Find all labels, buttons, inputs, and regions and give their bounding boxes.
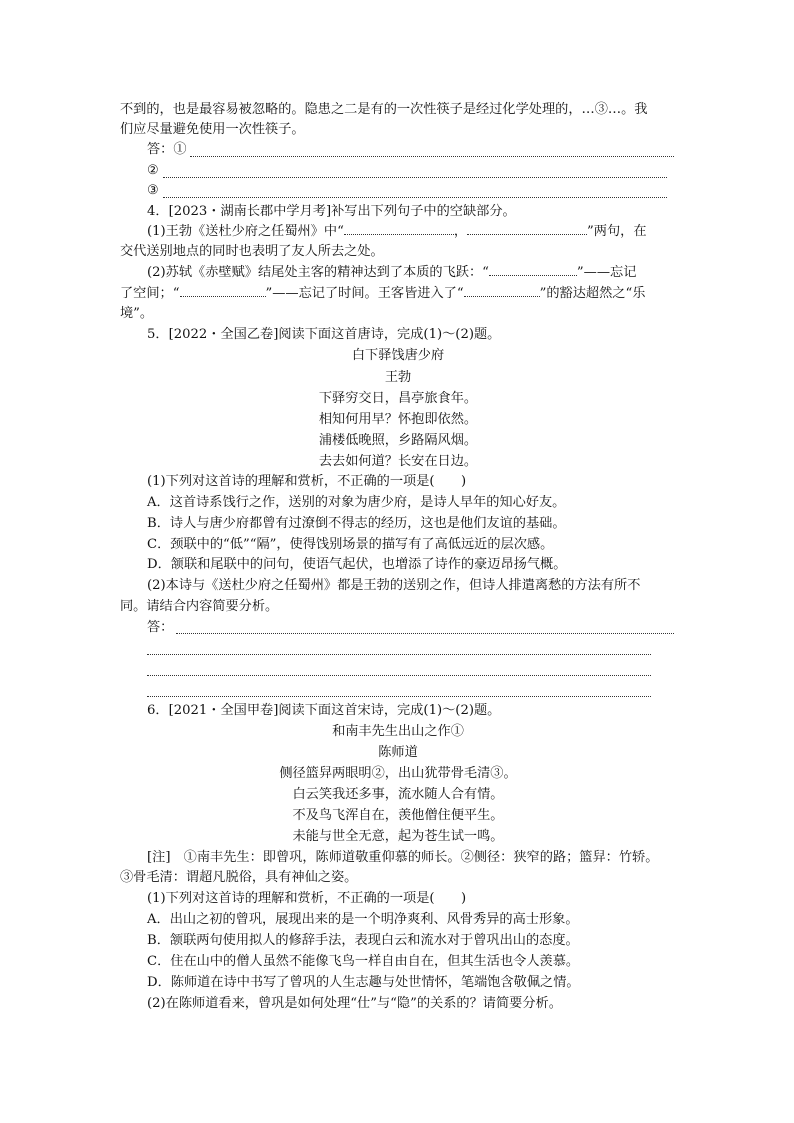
- q6-option-d[interactable]: D．陈师道在诗中书写了曾巩的人生志趣与处世情怀，笔端饱含敬佩之情。: [147, 975, 580, 990]
- q6-option-b[interactable]: B．颔联两句使用拟人的修辞手法，表现白云和流水对于曾巩出山的态度。: [147, 933, 579, 948]
- intro-line-2: 们应尽量避免使用一次性筷子。: [120, 122, 305, 137]
- q6-poem-line: 侧径篮舁两眼明②，出山犹带骨毛清③。: [279, 766, 517, 781]
- q6-poem-line: 白云笑我还多事，流水随人合有情。: [292, 787, 504, 802]
- q4-part1-line1: (1)王勃《送杜少府之任蜀州》中“ ， ”两句，在: [147, 224, 647, 239]
- q5-poem-line: 下驿穷交日，昌亭旅食年。: [318, 391, 478, 406]
- answer-line-3[interactable]: [163, 196, 667, 198]
- blank-3[interactable]: [489, 263, 577, 276]
- q5-option-a[interactable]: A．这首诗系饯行之作，送别的对象为唐少府，是诗人早年的知心好友。: [147, 495, 566, 510]
- answer-label-2: ②: [147, 163, 159, 178]
- q4-part2-line3: 境”。: [120, 306, 154, 321]
- q5-poem-author: 王勃: [384, 370, 412, 385]
- q5-sub1: (1)下列对这首诗的理解和赏析，不正确的一项是( ): [147, 474, 467, 489]
- q5-sub2-line1: (2)本诗与《送杜少府之任蜀州》都是王勃的送别之作，但诗人排遣离愁的方法有所不: [147, 578, 641, 593]
- q4-part2-line2: 了空间；“ ”——忘记了时间。王客皆进入了“ ”的豁达超然之“乐: [120, 286, 646, 301]
- q6-option-a[interactable]: A．出山之初的曾巩，展现出来的是一个明净爽利、风骨秀异的高士形象。: [147, 912, 579, 927]
- q6-poem-line: 未能与世全无意，起为苍生试一鸣。: [292, 829, 504, 844]
- answer-line-2[interactable]: [163, 176, 667, 178]
- q6-poem-title: 和南丰先生出山之作①: [332, 724, 464, 739]
- answer-line-1[interactable]: [190, 155, 674, 157]
- q6-sub2: (2)在陈师道看来，曾巩是如何处理“仕”与“隐”的关系的？请简要分析。: [147, 996, 562, 1011]
- blank-5[interactable]: [464, 284, 540, 297]
- q5-poem-line: 去去如何道？长安在日边。: [318, 454, 478, 469]
- blank-4[interactable]: [180, 284, 266, 297]
- blank-1[interactable]: [344, 222, 454, 235]
- q6-poem-author: 陈师道: [378, 745, 418, 760]
- q4-part2-line1: (2)苏轼《赤壁赋》结尾处主客的精神达到了本质的飞跃：“ ”——忘记: [147, 265, 637, 280]
- answer-label-3: ③: [147, 183, 159, 198]
- q5-option-b[interactable]: B．诗人与唐少府都曾有过潦倒不得志的经历，这也是他们友谊的基础。: [147, 516, 566, 531]
- q5-heading: 5．[2022・全国乙卷]阅读下面这首唐诗，完成(1)～(2)题。: [147, 327, 501, 342]
- q5-answer-line-2[interactable]: [147, 653, 651, 655]
- blank-2[interactable]: [467, 222, 587, 235]
- q5-poem-title: 白下驿饯唐少府: [351, 348, 445, 363]
- q5-poem-line: 浦楼低晚照，乡路隔风烟。: [318, 433, 478, 448]
- q5-option-c[interactable]: C．颈联中的“低”“隔”，使得饯别场景的描写有了高低远近的层次感。: [147, 537, 554, 552]
- q6-heading: 6．[2021・全国甲卷]阅读下面这首宋诗，完成(1)～(2)题。: [147, 703, 501, 718]
- q5-answer-line-3[interactable]: [147, 674, 651, 676]
- q6-option-c[interactable]: C．住在山中的僧人虽然不能像飞鸟一样自由自在，但其生活也令人羡慕。: [147, 954, 580, 969]
- q4-heading: 4．[2023・湖南长郡中学月考]补写出下列句子中的空缺部分。: [147, 204, 516, 219]
- q5-option-d[interactable]: D．颔联和尾联中的问句，使语气起伏，也增添了诗作的豪迈昂扬气概。: [147, 557, 567, 572]
- q4-part1-line2: 交代送别地点的同时也表明了友人所去之处。: [120, 244, 384, 259]
- q6-note-line1: [注] ①南丰先生：即曾巩，陈师道敬重仰慕的师长。②侧径：狭窄的路；篮舁：竹轿。: [147, 850, 659, 865]
- q6-sub1: (1)下列对这首诗的理解和赏析，不正确的一项是( ): [147, 891, 467, 906]
- q5-answer-label: 答：: [147, 620, 174, 635]
- q6-note-line2: ③骨毛清：谓超凡脱俗，具有神仙之姿。: [120, 870, 358, 885]
- answer-label-1: 答：①: [147, 142, 187, 157]
- q5-sub2-line2: 同。请结合内容简要分析。: [120, 599, 279, 614]
- q6-poem-line: 不及鸟飞浑自在，羡他僧住便平生。: [292, 808, 504, 823]
- q5-poem-line: 相知何用早？怀抱即依然。: [318, 412, 478, 427]
- q5-answer-line-1[interactable]: [176, 632, 674, 634]
- intro-line-1: 不到的，也是最容易被忽略的。隐患之二是有的一次性筷子是经过化学处理的，…③…。我: [120, 102, 648, 117]
- q5-answer-line-4[interactable]: [147, 695, 651, 697]
